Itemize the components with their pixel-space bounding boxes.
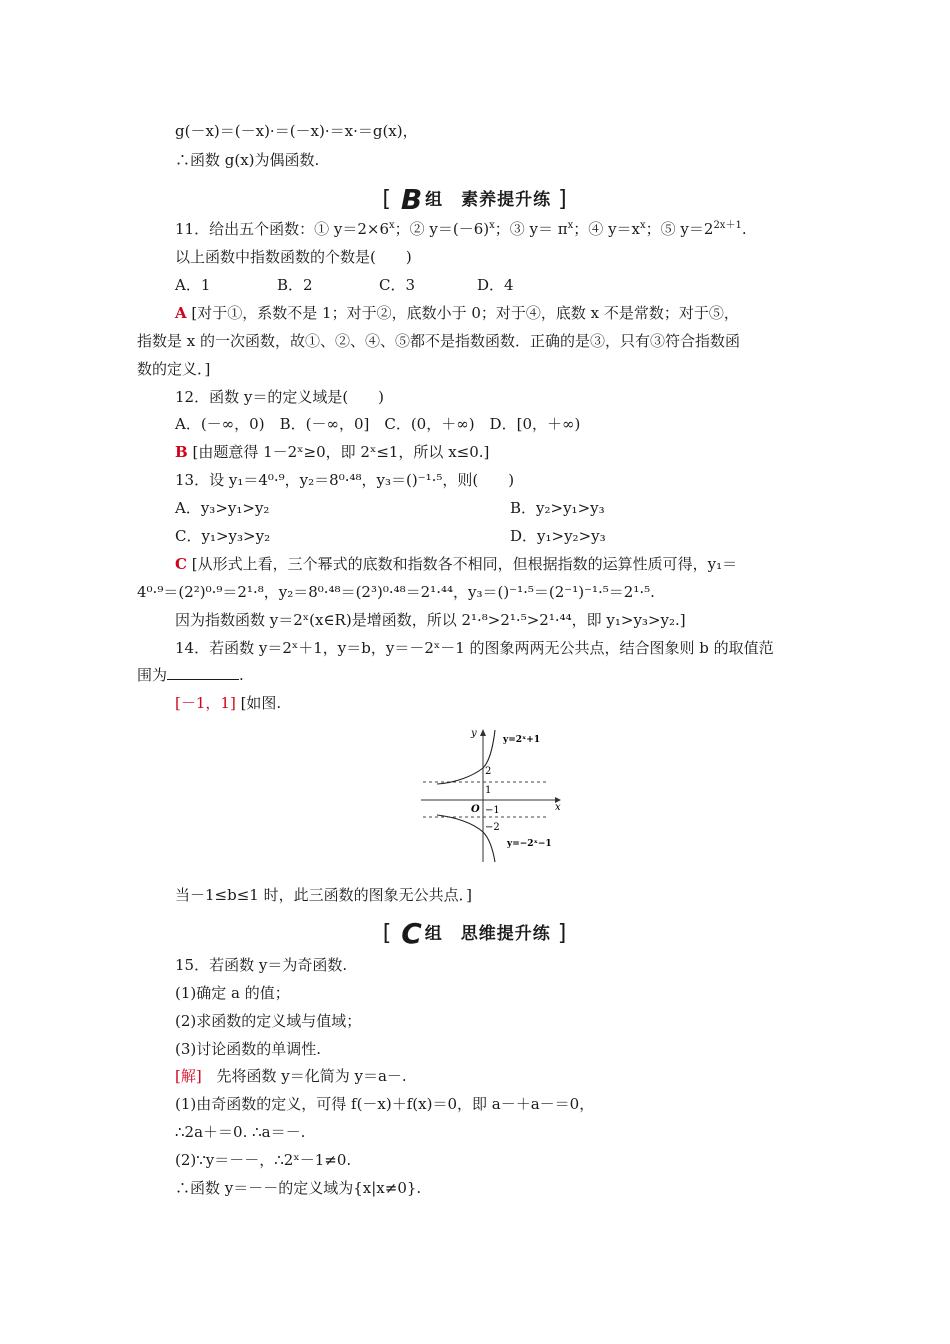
text-segment: . bbox=[239, 666, 244, 684]
question-12-stem: 12．函数 y＝的定义域是( ) bbox=[175, 388, 385, 406]
question-11-stem2: 以上函数中指数函数的个数是( ) bbox=[175, 248, 412, 266]
text-line: 当－1≤b≤1 时，此三函数的图象无公共点．] bbox=[175, 886, 472, 904]
text-line: (3)讨论函数的单调性. bbox=[175, 1040, 322, 1058]
text-line: (2)∵y＝－－，∴2ˣ－1≠0. bbox=[175, 1151, 352, 1169]
question-13-explanation bbox=[175, 554, 737, 574]
text-segment: ；④ y＝x bbox=[573, 220, 640, 238]
question-12-options: A．(－∞，0) B．(－∞，0] C．(0，＋∞) D．[0，＋∞) bbox=[175, 415, 581, 433]
superscript: x bbox=[389, 220, 395, 231]
text-line: (2)求函数的定义域与值域； bbox=[175, 1012, 362, 1030]
text-line: 指数是 x 的一次函数，故①、②、④、⑤都不是指数函数．正确的是③，只有③符合指数函 bbox=[137, 332, 740, 350]
label-curve-upper: y=2ˣ+1 bbox=[503, 735, 541, 745]
text-segment: 11．给出五个函数：① y＝2×6 bbox=[175, 220, 389, 238]
bracket-icon: ] bbox=[558, 187, 568, 212]
text-segment: ；③ y＝ π bbox=[494, 220, 568, 238]
question-14-stem: 14．若函数 y＝2ˣ＋1，y＝b，y＝－2ˣ－1 的图象两两无公共点，结合图象则 b 的取值范 bbox=[175, 639, 774, 657]
answer-letter: B bbox=[175, 443, 188, 461]
option-d: D．4 bbox=[477, 276, 514, 294]
option-c: C．y₁>y₃>y₂ bbox=[175, 527, 271, 545]
text-line: g(－x)＝(－x)·＝(－x)·＝x·＝g(x)， bbox=[175, 122, 418, 140]
text-line: (1)确定 a 的值； bbox=[175, 984, 290, 1002]
option-d: D．y₁>y₂>y₃ bbox=[510, 527, 606, 545]
question-14-explanation bbox=[175, 693, 281, 713]
solution-tag: [解] bbox=[175, 1067, 202, 1085]
tick-minus-2: −2 bbox=[485, 822, 500, 833]
label-y: y bbox=[471, 728, 477, 739]
superscript: 2x＋1 bbox=[713, 220, 742, 231]
text-line: 4⁰·⁹＝(2²)⁰·⁹＝2¹·⁸，y₂＝8⁰·⁴⁸＝(2³)⁰·⁴⁸＝2¹·⁴⁴，y₃＝()⁻¹·⁵＝(2⁻¹)⁻¹·⁵＝2¹·⁵. bbox=[137, 583, 655, 601]
question-13-stem: 13．设 y₁＝4⁰·⁹，y₂＝8⁰·⁴⁸，y₃＝()⁻¹·⁵，则( ) bbox=[175, 471, 515, 489]
answer-letter: C bbox=[175, 555, 187, 573]
option-a: A．y₃>y₁>y₂ bbox=[175, 499, 270, 517]
section-header-b bbox=[0, 183, 950, 216]
text-segment: ；② y＝(－6) bbox=[394, 220, 490, 238]
text-line: 因为指数函数 y＝2ˣ(x∈R)是增函数，所以 2¹·⁸>2¹·⁵>2¹·⁴⁴，即 y₁>y₃>y₂.] bbox=[175, 611, 686, 629]
section-letter: C bbox=[401, 917, 423, 950]
answer-value: [－1，1] bbox=[175, 694, 236, 712]
question-12-explanation bbox=[175, 442, 489, 462]
y-arrow-icon bbox=[480, 729, 486, 736]
section-letter: B bbox=[400, 183, 424, 216]
text-segment: ；⑤ y＝2 bbox=[645, 220, 714, 238]
bracket-icon: [ bbox=[382, 187, 392, 212]
superscript: x bbox=[567, 220, 574, 231]
answer-blank bbox=[167, 665, 239, 680]
text-segment: 围为 bbox=[137, 666, 168, 684]
tick-1: 1 bbox=[485, 785, 492, 796]
text-line: ∴函数 g(x)为偶函数. bbox=[175, 151, 320, 169]
answer-letter: A bbox=[175, 304, 187, 322]
section-title: 组 思维提升练 bbox=[424, 924, 551, 944]
question-14-stem2 bbox=[137, 665, 244, 685]
label-x: x bbox=[555, 802, 561, 813]
function-graph bbox=[415, 722, 575, 867]
text-segment: [如图. bbox=[240, 694, 282, 712]
option-b: B．2 bbox=[277, 276, 313, 294]
label-curve-lower: y=−2ˣ−1 bbox=[507, 839, 552, 849]
text-line: 数的定义．] bbox=[137, 360, 211, 378]
bracket-icon: ] bbox=[557, 921, 568, 946]
text-segment: [对于①，系数不是 1；对于②，底数小于 0；对于④，底数 x 不是常数；对于⑤， bbox=[191, 304, 739, 322]
option-b: B．y₂>y₁>y₃ bbox=[510, 499, 605, 517]
option-c: C．3 bbox=[379, 276, 416, 294]
tick-minus-1: −1 bbox=[485, 805, 500, 816]
tick-2: 2 bbox=[485, 766, 492, 777]
option-a: A．1 bbox=[175, 276, 211, 294]
text-segment: 先将函数 y＝化简为 y＝a－. bbox=[216, 1067, 407, 1085]
bracket-icon: [ bbox=[382, 921, 393, 946]
question-11-explanation bbox=[175, 303, 739, 323]
question-11-stem bbox=[175, 219, 747, 239]
section-header-c bbox=[0, 917, 950, 950]
text-line: ∴函数 y＝－－的定义域为{x|x≠0}. bbox=[175, 1179, 422, 1197]
question-15-stem: 15．若函数 y＝为奇函数. bbox=[175, 956, 348, 974]
section-title: 组 素养提升练 bbox=[425, 190, 552, 210]
text-line: ∴2a＋＝0. ∴a＝－. bbox=[175, 1123, 306, 1141]
solution-intro bbox=[175, 1066, 407, 1086]
superscript: x bbox=[640, 220, 646, 231]
text-line: (1)由奇函数的定义，可得 f(－x)＋f(x)＝0，即 a－＋a－＝0， bbox=[175, 1095, 595, 1113]
text-segment: . bbox=[741, 220, 747, 238]
superscript: x bbox=[489, 220, 495, 231]
text-segment: [由题意得 1－2ˣ≥0，即 2ˣ≤1，所以 x≤0.] bbox=[192, 443, 490, 461]
text-segment: [从形式上看，三个幂式的底数和指数各不相同，但根据指数的运算性质可得，y₁＝ bbox=[191, 555, 738, 573]
label-origin: O bbox=[471, 804, 480, 815]
